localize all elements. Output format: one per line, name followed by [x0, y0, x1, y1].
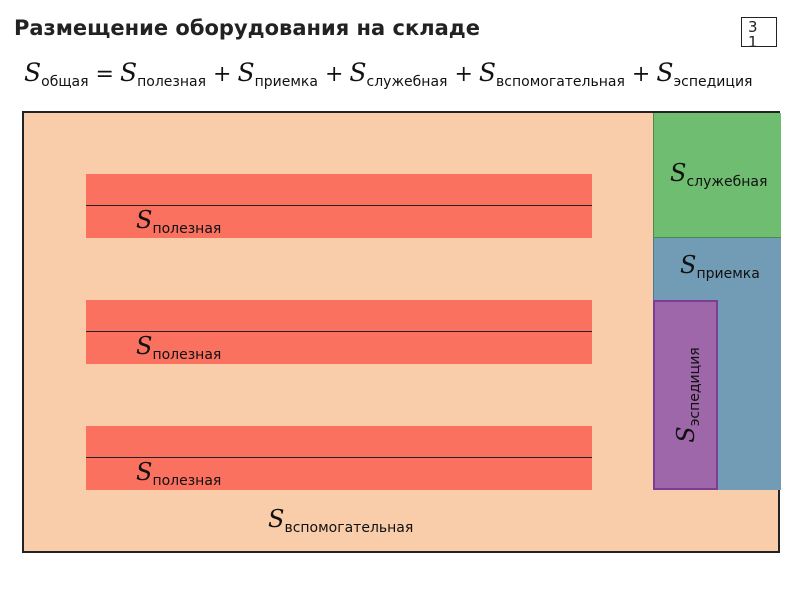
expedition-zone-label: S эспедиция	[671, 347, 703, 443]
formula-plus: +	[324, 62, 344, 87]
formula-equals: =	[95, 62, 114, 87]
service-zone-label: S служебная	[670, 159, 768, 190]
formula-term-sub: вспомогательная	[496, 74, 625, 90]
formula-term-sub: эспедиция	[673, 74, 753, 90]
reception-zone-label: S приемка	[680, 251, 760, 282]
service-zone	[653, 113, 781, 238]
formula-term-symbol: S	[237, 58, 255, 87]
rack-label: S полезная	[136, 332, 222, 363]
formula-term-sub: полезная	[137, 74, 206, 90]
formula-term-symbol: S	[119, 58, 138, 87]
storage-rack	[86, 426, 592, 490]
storage-rack	[86, 174, 592, 238]
slide-number: 31	[741, 17, 777, 47]
expedition-zone	[653, 300, 718, 490]
formula-term-symbol: S	[478, 58, 497, 87]
auxiliary-area-label: S вспомогательная	[268, 505, 414, 536]
formula-plus: +	[454, 62, 473, 87]
formula-term-symbol: S	[656, 58, 674, 87]
storage-rack	[86, 300, 592, 364]
formula-lhs-sub: общая	[41, 74, 89, 90]
page-title: Размещение оборудования на складе	[14, 16, 480, 40]
rack-label: S полезная	[136, 458, 222, 489]
warehouse-floor-plan	[22, 111, 780, 553]
formula-term-sub: служебная	[366, 74, 448, 90]
area-formula	[24, 58, 757, 90]
formula-plus: +	[213, 62, 232, 87]
rack-label: S полезная	[136, 206, 222, 237]
formula-lhs-symbol: S	[24, 58, 42, 87]
formula-term-sub: приемка	[254, 74, 318, 90]
formula-plus: +	[631, 62, 651, 87]
formula-term-symbol: S	[349, 58, 367, 87]
